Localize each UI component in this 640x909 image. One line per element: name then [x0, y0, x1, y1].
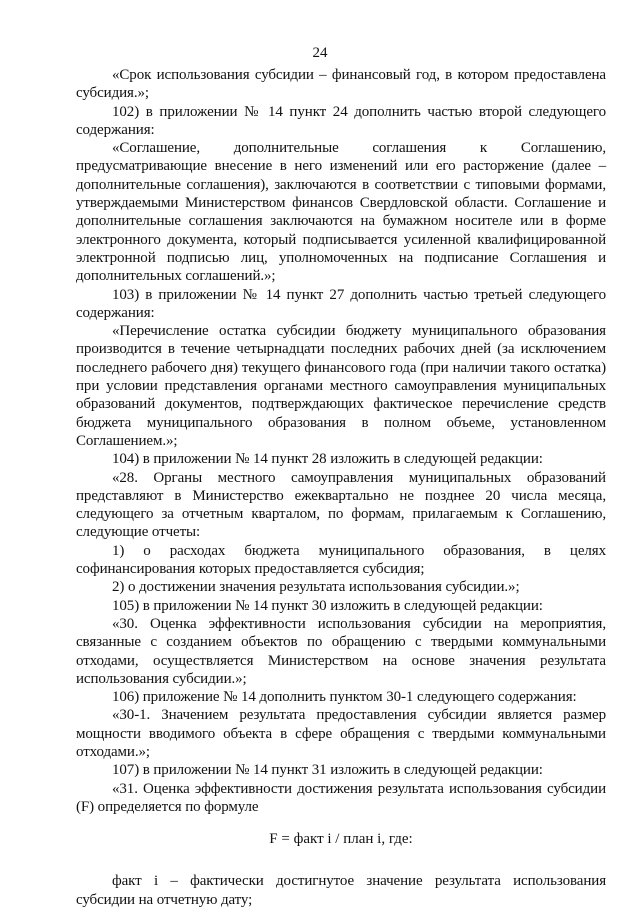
paragraph-item-106: 106) приложение № 14 дополнить пунктом 30-1 следующего содержания: [112, 689, 577, 706]
paragraph-item-107: 107) в приложении № 14 пункт 31 изложить в следующей редакции: [112, 762, 543, 779]
paragraph-point-30: «30. Оценка эффективности использования субсидии на мероприятия, связанные с созданием объектов по обращению с твердыми коммунальными отходами, осуществляется Министерством на основе значения результата использования субсидии.»; [76, 615, 606, 687]
paragraph-remainder-transfer: «Перечисление остатка субсидии бюджету муниципального образования производится в течение четырнадцати последних рабочих дней (за исключением последнего рабочего дня) текущего финансового года (при наличии такого остатка) при условии представления органами местного самоуправления муниципальных образований документов, подтверждающих фактическое перечисление средств бюджета муниципального образования в полном объеме, установленном Соглашением.»; [76, 323, 606, 449]
paragraph-point-28: «28. Органы местного самоуправления муниципальных образований представляют в Министерство ежеквартально не позднее 20 числа месяца, следующего за отчетным кварталом, по формам, прилагаемым к Соглашению, следующие отчеты: [76, 469, 606, 541]
efficiency-formula: F = факт i / план i, где: [269, 831, 413, 848]
paragraph-item-105: 105) в приложении № 14 пункт 30 изложить в следующей редакции: [112, 597, 543, 614]
paragraph-point-30-1: «30-1. Значением результата предоставления субсидии является размер мощности вводимого объекта в сфере обращения с твердыми коммунальными отходами.»; [76, 707, 606, 760]
document-body [76, 66, 606, 909]
paragraph-formula-definition: факт i – фактически достигнутое значение результата использования субсидии на отчетную дату; [76, 873, 606, 908]
paragraph-report-2: 2) о достижении значения результата использования субсидии.»; [112, 579, 520, 596]
page-number: 24 [312, 45, 328, 61]
paragraph-agreement-text: «Соглашение, дополнительные соглашения к Соглашению, предусматривающие внесение в него изменений или его расторжение (далее – дополнительные соглашения), заключаются в соответствии с типовыми формами, утверждаемыми Министерством финансов Свердловской области. Соглашение и дополнительные соглашения заключаются на бумажном носителе или в форме электронного документа, который подписывается усиленной квалифицированной электронной подписью лиц, уполномоченных на подписание Соглашения и дополнительных соглашений.»; [76, 140, 606, 285]
paragraph-item-102: 102) в приложении № 14 пункт 24 дополнить частью второй следующего содержания: [76, 103, 606, 138]
paragraph-subsidy-period: «Срок использования субсидии – финансовый год, в котором предоставлена субсидия.»; [76, 67, 606, 102]
paragraph-item-103: 103) в приложении № 14 пункт 27 дополнить частью третьей следующего содержания: [76, 286, 606, 321]
paragraph-point-31: «31. Оценка эффективности достижения результата использования субсидии (F) определяется по формуле [76, 780, 606, 815]
paragraph-report-1: 1) о расходах бюджета муниципального образования, в целях софинансирования которых предоставляется субсидия; [76, 542, 606, 578]
paragraph-item-104: 104) в приложении № 14 пункт 28 изложить в следующей редакции: [112, 451, 543, 468]
